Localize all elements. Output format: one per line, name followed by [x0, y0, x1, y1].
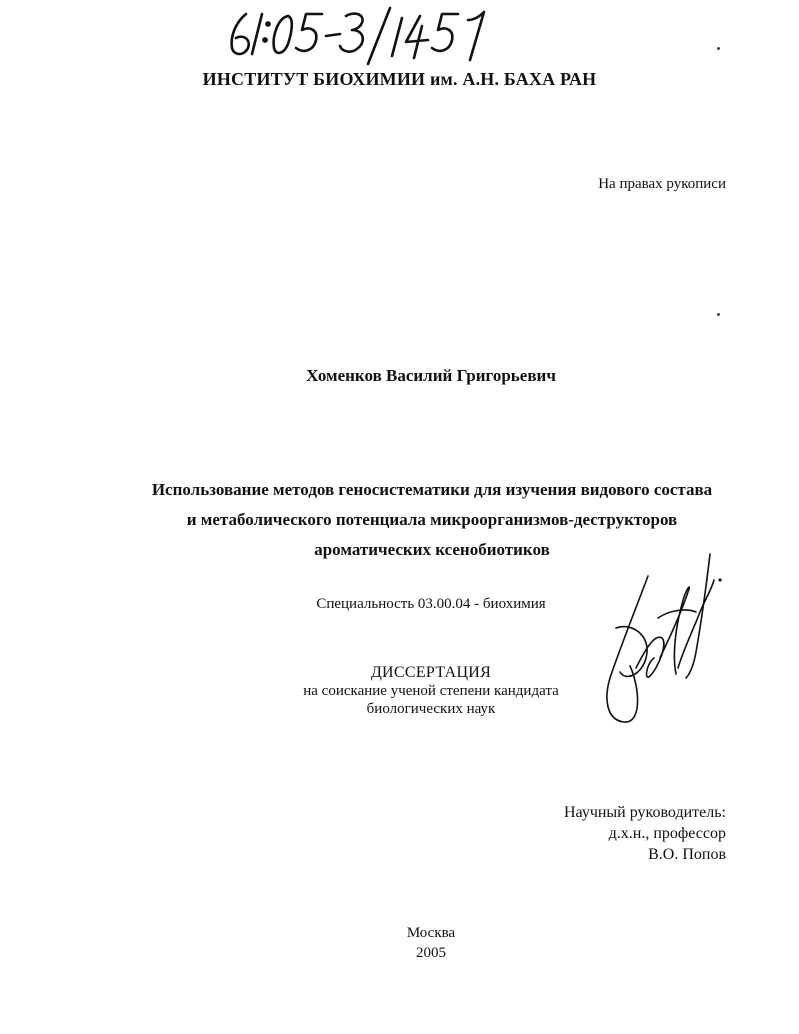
- supervisor-name: В.О. Попов: [648, 846, 726, 863]
- year: 2005: [416, 945, 446, 961]
- handwritten-signature: [596, 548, 736, 733]
- title-line: и метаболического потенциала микроорганизмов-деструкторов: [186, 510, 678, 529]
- handwritten-archive-number: [222, 6, 512, 66]
- institute-name: ИНСТИТУТ БИОХИМИИ им. А.Н. БАХА РАН: [202, 69, 597, 89]
- scan-speck: [717, 313, 720, 316]
- title-line: Использование методов геносистематики для изучения видового состава: [151, 480, 713, 499]
- manuscript-rights-note: На правах рукописи: [598, 176, 726, 192]
- dissertation-heading: ДИССЕРТАЦИЯ: [370, 664, 492, 681]
- supervisor-block: [564, 802, 726, 865]
- city-year-block: [0, 923, 799, 963]
- title-line: ароматических ксенобиотиков: [314, 540, 550, 559]
- specialty: Специальность 03.00.04 - биохимия: [316, 596, 546, 612]
- city: Москва: [406, 925, 456, 941]
- author-name: Хоменков Василий Григорьевич: [306, 366, 556, 385]
- degree-line: на соискание ученой степени кандидата: [303, 683, 559, 699]
- degree-field: биологических наук: [366, 701, 496, 717]
- supervisor-degree: д.х.н., профессор: [608, 825, 726, 842]
- scan-speck: [717, 47, 720, 50]
- supervisor-label: Научный руководитель:: [563, 804, 726, 821]
